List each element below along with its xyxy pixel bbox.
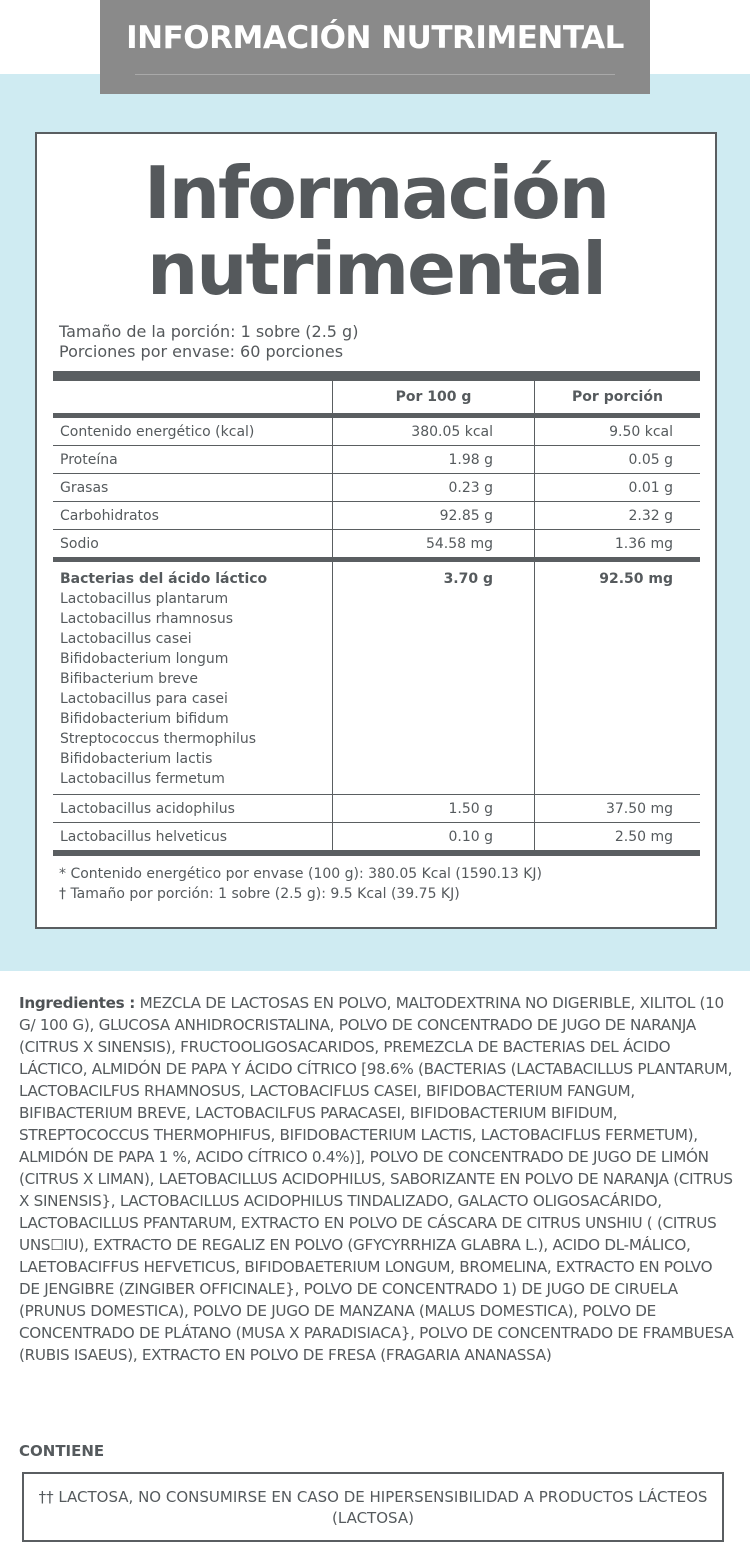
bacteria-value-per-100g: 3.70 g [333,560,535,795]
strain-item: Bifidobacterium lactis [60,751,213,767]
strain-item: Bifibacterium breve [60,671,199,687]
bacteria-value-per-serving: 92.50 mg [535,560,701,795]
panel-title [37,151,715,311]
table-row [53,795,700,823]
value-per-serving: 0.05 g [535,446,701,474]
column-header-per-100g: Por 100 g [333,376,535,416]
nutrition-panel [35,132,717,929]
nutrient-name: Carbohidratos [53,502,333,530]
header-title: INFORMACIÓN NUTRIMENTAL [126,20,624,56]
header-divider [135,74,615,75]
servings-per-container: Porciones por envase: 60 porciones [59,342,344,361]
footnote-energy: * Contenido energético por envase (100 g): 380.05 Kcal (1590.13 KJ) [59,866,542,882]
strain-item: Lactobacillus plantarum [60,591,229,607]
nutrient-name: Sodio [53,530,333,560]
serving-info [59,322,358,362]
footnote-serving: † Tamaño por porción: 1 sobre (2.5 g): 9.5 Kcal (39.75 KJ) [59,886,460,902]
nutrition-table [53,371,700,856]
strain-item: Bifidobacterium bifidum [60,711,229,727]
allergen-warning-text: †† LACTOSA, NO CONSUMIRSE EN CASO DE HIPERSENSIBILIDAD A PRODUCTOS LÁCTEOS (LACTOSA) [38,1488,708,1527]
value-per-serving: 1.36 mg [535,530,701,560]
column-header-empty [53,376,333,416]
value-per-100g: 1.98 g [333,446,535,474]
bacteria-row [53,560,700,795]
strain-item: Bifidobacterium longum [60,651,229,667]
ingredients-text: MEZCLA DE LACTOSAS EN POLVO, MALTODEXTRINA NO DIGERIBLE, XILITOL (10 G/ 100 G), GLUCOSA ANHIDROCRISTALINA, POLVO DE CONCENTRADO DE JUGO DE NARANJA (CITRUS X SINENSIS), FRUCTOOLIGOSACARIDOS, PREMEZCLA DE BACTERIAS DEL ÁCIDO LÁCTICO, ALMIDÓN DE PAPA Y ÁCIDO CÍTRICO [98.6% (BACTERIAS (LACTABACILLUS PLANTARUM, LACTOBACILFUS RHAMNOSUS, LACTOBACIFLUS CASEI, BIFIDOBACTERIUM FANGUM, BIFIBACTERIUM BREVE, LACTOBACILFUS PARACASEI, BIFIDOBACTERIUM BIFIDUM, STREPTOCOCCUS THERMOPHIFUS, BIFIDOBACTERIUM LACTIS, LACTOBACIFLUS FERMETUM), ALMIDÓN DE PAPA 1 %, ACIDO CÍTRICO 0.4%)], POLVO DE CONCENTRADO DE JUGO DE LIMÓN (CITRUS X LIMAN), LAETOBACILLUS ACIDOPHILUS, SABORIZANTE EN POLVO DE NARANJA (CITRUS X SINENSIS}, LACTOBACILLUS ACIDOPHILUS TINDALIZADO, GALACTO OLIGOSACÁRIDO, LACTOBACILLUS PFANTARUM, EXTRACTO EN POLVO DE CÁSCARA DE CITRUS UNSHIU ( (CITRUS UNS☐IU), EXTRACTO DE REGALIZ EN POLVO (GFYCYRRHIZA GLABRA L.), ACIDO DL-MÁLICO, LAETOBACIFFUS HEFVETICUS, BIFIDOBAETERIUM LONGUM, BROMELINA, EXTRACTO EN POLVO DE JENGIBRE (ZINGIBER OFFICINALE}, POLVO DE CONCENTRADO 1) DE JUGO DE CIRUELA (PRUNUS DOMESTICA), POLVO DE JUGO DE MANZANA (MALUS DOMESTICA), POLVO DE CONCENTRADO DE PLÁTANO (MUSA X PARADISIACA}, POLVO DE CONCENTRADO DE FRAMBUESA (RUBIS ISAEUS), EXTRACTO EN POLVO DE FRESA (FRAGARIA ANANASSA) [19,994,734,1364]
panel-title-line2: nutrimental [147,227,605,311]
value-per-100g: 92.85 g [333,502,535,530]
value-per-serving: 0.01 g [535,474,701,502]
table-row [53,416,700,446]
header-banner [100,0,650,94]
table-row [53,446,700,474]
bacteria-list-cell [53,560,333,795]
nutrient-name: Contenido energético (kcal) [53,416,333,446]
strain-item: Streptococcus thermophilus [60,731,257,747]
value-per-serving: 9.50 kcal [535,416,701,446]
panel-title-line1: Información [143,151,609,235]
nutrient-name: Grasas [53,474,333,502]
table-row [53,823,700,854]
value-per-100g: 380.05 kcal [333,416,535,446]
strain-item: Lactobacillus casei [60,631,192,647]
value-per-serving: 2.32 g [535,502,701,530]
contains-label: CONTIENE [19,1442,105,1460]
strain-item: Lactobacillus rhamnosus [60,611,234,627]
value-per-100g: 0.10 g [333,823,535,854]
table-row [53,502,700,530]
table-header-row [53,376,700,416]
strain-item: Lactobacillus fermetum [60,771,225,787]
strain-item: Lactobacillus para casei [60,691,228,707]
allergen-warning-box [22,1472,724,1542]
value-per-serving: 37.50 mg [535,795,701,823]
ingredients-label: Ingredientes : [19,994,136,1012]
bacteria-heading: Bacterias del ácido láctico [60,571,268,587]
column-header-per-serving: Por porción [535,376,701,416]
nutrient-name: Lactobacillus acidophilus [53,795,333,823]
value-per-100g: 0.23 g [333,474,535,502]
ingredients-paragraph [19,992,734,1366]
value-per-100g: 54.58 mg [333,530,535,560]
value-per-100g: 1.50 g [333,795,535,823]
nutrient-name: Lactobacillus helveticus [53,823,333,854]
value-per-serving: 2.50 mg [535,823,701,854]
serving-size: Tamaño de la porción: 1 sobre (2.5 g) [59,322,359,341]
table-row [53,530,700,560]
footnotes [59,864,542,904]
table-row [53,474,700,502]
nutrient-name: Proteína [53,446,333,474]
